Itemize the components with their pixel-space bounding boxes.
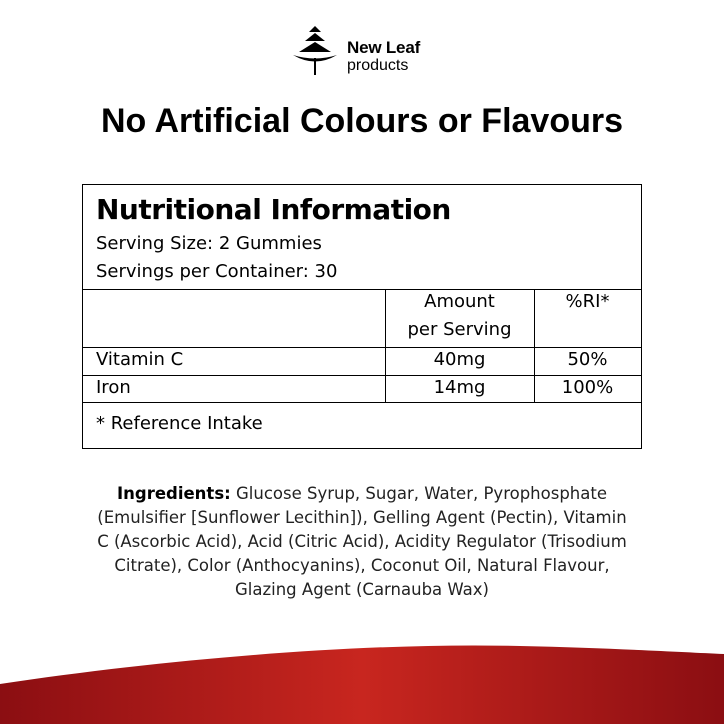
footnote: * Reference Intake <box>96 413 263 434</box>
nutrition-title: Nutritional Information <box>96 193 451 226</box>
nutrient-name: Iron <box>96 377 131 398</box>
nutrient-ri: 100% <box>561 377 614 398</box>
decorative-wave <box>0 624 724 724</box>
serving-size: Serving Size: 2 Gummies <box>96 233 322 254</box>
ingredients-label: Ingredients: <box>117 484 231 503</box>
ri-header: %RI* <box>565 291 610 312</box>
page-headline: No Artificial Colours or Flavours <box>100 102 624 140</box>
brand-subname: products <box>347 57 409 74</box>
nutrition-panel <box>82 184 642 449</box>
ingredients-list: Glucose Syrup, Sugar, Water, Pyrophosphate (Emulsifier [Sunflower Lecithin]), Gelling Agent (Pectin), Vitamin C (Ascorbic Acid), Acid (Citric Acid), Acidity Regulator (Trisodium Citrate), Color (Anthocyanins), Coconut Oil, Natural Flavour, Glazing Agent (Carnauba Wax) <box>97 484 627 599</box>
nutrient-amount: 40mg <box>433 349 486 370</box>
brand-name: New Leaf <box>347 38 421 57</box>
divider <box>83 402 641 403</box>
ingredients-text <box>90 482 634 602</box>
tree-leaf-icon <box>289 24 341 76</box>
divider <box>83 289 641 290</box>
divider <box>83 375 641 376</box>
amount-header: Amount <box>424 291 495 312</box>
servings-per-container: Servings per Container: 30 <box>96 261 338 282</box>
nutrient-amount: 14mg <box>433 377 486 398</box>
brand-logo <box>289 24 449 80</box>
divider <box>83 347 641 348</box>
nutrient-ri: 50% <box>567 349 608 370</box>
nutrient-name: Vitamin C <box>96 349 184 370</box>
amount-header-sub: per Serving <box>407 319 512 340</box>
